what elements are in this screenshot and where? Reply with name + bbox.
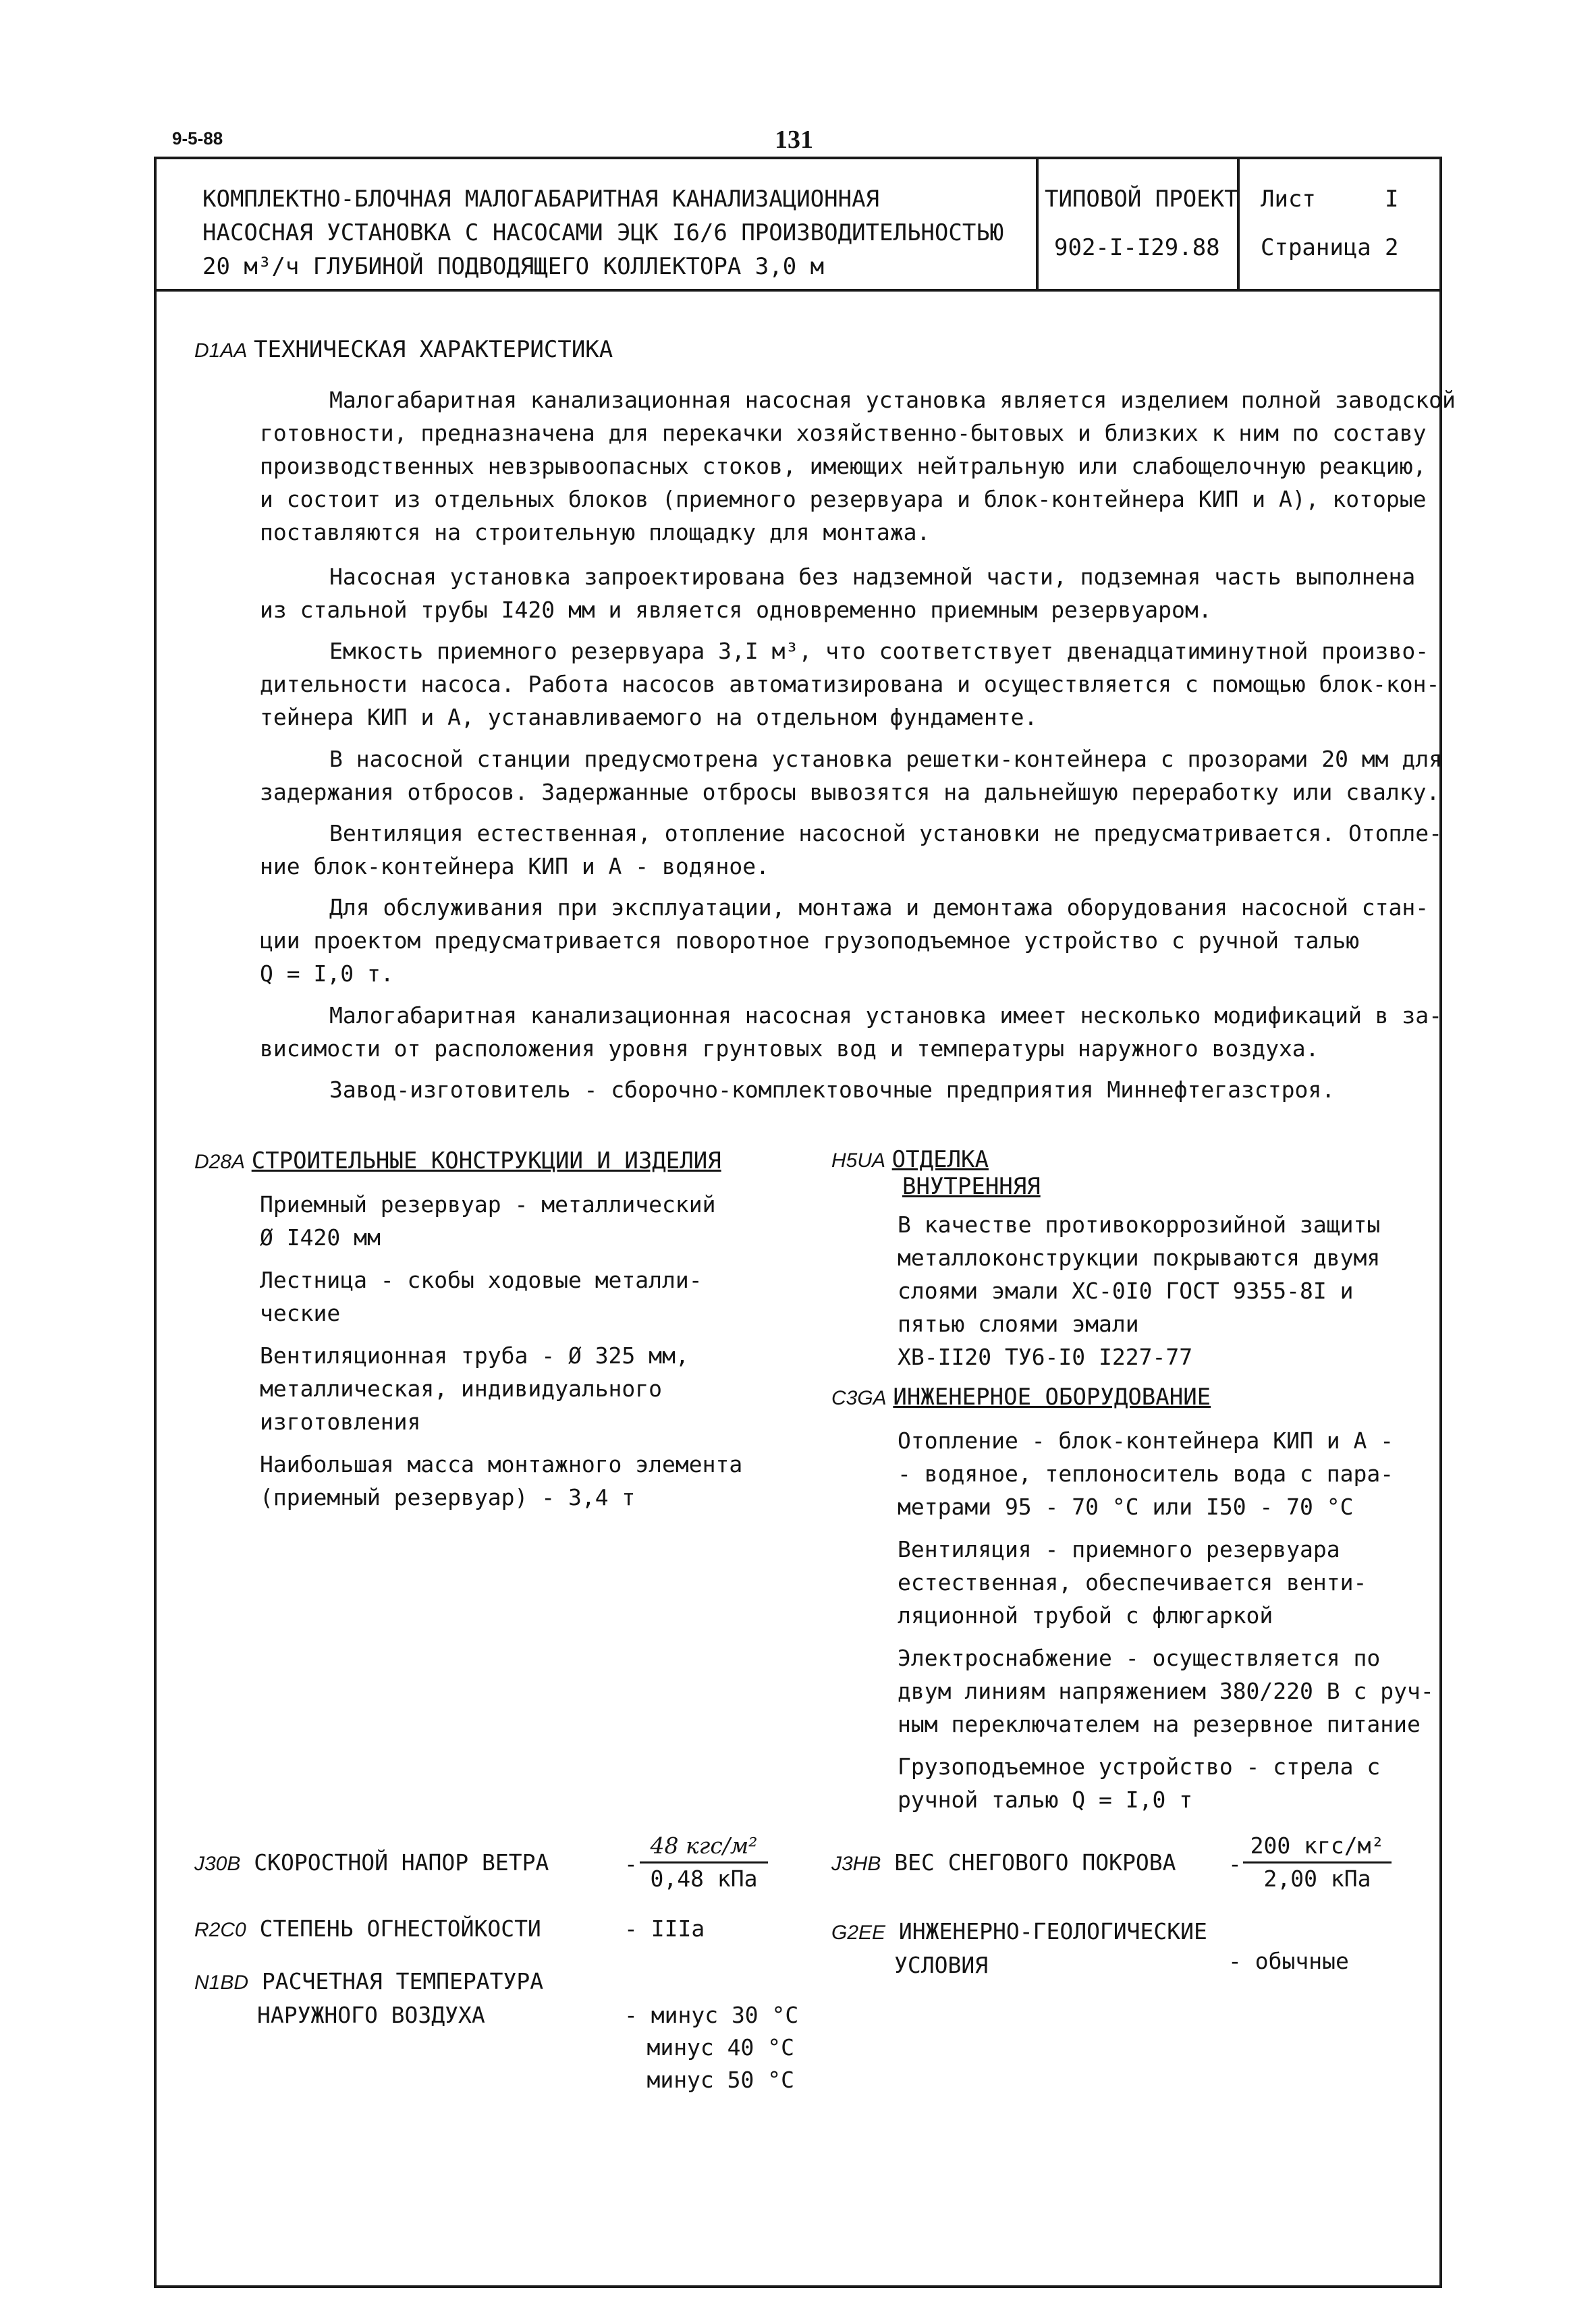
text-line: В насосной станции предусмотрена установка решетки-контейнера с прозорами 20 мм для [329, 746, 1443, 772]
text-line: Лестница - скобы ходовые металли- [260, 1267, 703, 1293]
param-fire-label [194, 1915, 541, 1942]
section-code: H5UA [831, 1149, 886, 1172]
text-line: висимости от расположения уровня грунтовых вод и температуры наружного воздуха. [260, 1035, 1319, 1062]
list-item [898, 1641, 1434, 1741]
temp-value: минус 50 °С [646, 2067, 794, 2093]
section-code: D28A [194, 1151, 246, 1173]
section-heading-finish [831, 1147, 989, 1176]
text-line: Ø I420 мм [260, 1224, 381, 1251]
text-line: металлическая, индивидуального [260, 1376, 663, 1402]
text-line: (приемный резервуар) - 3,4 т [260, 1484, 636, 1511]
param-temp-label [194, 1965, 543, 2032]
section-title: ТЕХНИЧЕСКАЯ ХАРАКТЕРИСТИКА [254, 336, 613, 363]
list-item [260, 1263, 742, 1330]
text-line: Насосная установка запроектирована без надземной части, подземная часть выполнена [329, 564, 1416, 590]
text-line: Малогабаритная канализационная насосная установка имеет несколько модификаций в за- [329, 1002, 1443, 1029]
param-code: J3HB [831, 1853, 881, 1875]
value-numerator: 48 кгс/м² [640, 1830, 768, 1863]
param-wind-label [194, 1849, 549, 1876]
section-code: D1AA [194, 339, 248, 362]
text-line: Завод-изготовитель - сборочно-комплектовочные предприятия Миннефтегазстроя. [329, 1077, 1336, 1103]
sheet-label: Лист [1261, 186, 1316, 213]
project-number: 902-I-I29.88 [1054, 234, 1220, 261]
equipment-list [898, 1424, 1434, 1826]
text-line: ляционной трубой с флюгаркой [898, 1602, 1273, 1629]
stamp-date: 9-5-88 [172, 128, 223, 148]
text-line: - водяное, теплоноситель вода с пара- [898, 1461, 1394, 1487]
text-line: готовности, предназначена для перекачки хозяйственно-бытовых и близких к ним по составу [260, 420, 1427, 446]
text-line: естественная, обеспечивается венти- [898, 1569, 1367, 1596]
section-title: ОТДЕЛКА [891, 1146, 989, 1173]
text-line: Наибольшая масса монтажного элемента [260, 1451, 743, 1477]
title-line: 20 м³/ч ГЛУБИНОЙ ПОДВОДЯЩЕГО КОЛЛЕКТОРА 3,0 м [202, 253, 825, 280]
text-line: дительности насоса. Работа насосов автоматизирована и осуществляется с помощью блок-кон- [260, 671, 1440, 697]
param-label: СТЕПЕНЬ ОГНЕСТОЙКОСТИ [259, 1915, 541, 1942]
text-line: Приемный резервуар - металлический [260, 1191, 716, 1218]
text-line: Вентиляционная труба - Ø 325 мм, [260, 1342, 689, 1369]
text-line: Электроснабжение - осуществляется по [898, 1645, 1381, 1671]
section-heading-main [194, 336, 613, 363]
text-line: металлоконструкции покрываются двумя [898, 1245, 1381, 1271]
param-label: НАРУЖНОГО ВОЗДУХА [257, 2002, 485, 2028]
section-title: ИНЖЕНЕРНОЕ ОБОРУДОВАНИЕ [893, 1384, 1211, 1411]
text-line: поставляются на строительную площадку для монтажа. [260, 519, 931, 545]
text-line: ческие [260, 1300, 341, 1326]
text-line: изготовления [260, 1409, 421, 1435]
param-label: СКОРОСТНОЙ НАПОР ВЕТРА [254, 1849, 549, 1876]
text-line: Для обслуживания при эксплуатации, монтажа и демонтажа оборудования насосной стан- [329, 894, 1429, 921]
param-snow-value [1243, 1830, 1392, 1895]
project-label: ТИПОВОЙ ПРОЕКТ [1045, 186, 1238, 213]
param-fire-value: - IIIа [624, 1915, 705, 1942]
structures-list [260, 1188, 742, 1523]
text-line: метрами 95 - 70 °С или I50 - 70 °С [898, 1494, 1354, 1520]
section-heading-structures [194, 1147, 721, 1174]
title-line: НАСОСНАЯ УСТАНОВКА С НАСОСАМИ ЭЦК I6/6 ПРОИЗВОДИТЕЛЬНОСТЬЮ [202, 219, 1004, 246]
text-line: и состоит из отдельных блоков (приемного резервуара и блок-контейнера КИП и А), которые [260, 486, 1427, 512]
param-label: ВЕС СНЕГОВОГО ПОКРОВА [894, 1849, 1176, 1876]
finish-text [898, 1208, 1380, 1373]
text-line: ции проектом предусматривается поворотное грузоподъемное устройство с ручной талью [260, 927, 1360, 954]
page-number: 131 [775, 126, 813, 154]
text-line: Вентиляция - приемного резервуара [898, 1536, 1340, 1562]
text-line: двум линиям напряжением 380/220 В с руч- [898, 1678, 1434, 1704]
param-code: G2EE [831, 1922, 886, 1944]
param-dash: - [624, 1851, 638, 1877]
section-code: C3GA [831, 1387, 887, 1409]
value-denominator: 0,48 кПа [650, 1866, 758, 1892]
param-geo-value: - обычные [1228, 1948, 1349, 1974]
paragraph [260, 742, 1443, 809]
text-line: В качестве противокоррозийной защиты [898, 1212, 1381, 1238]
paragraph [260, 634, 1440, 734]
paragraph [260, 817, 1443, 883]
title-line: КОМПЛЕКТНО-БЛОЧНАЯ МАЛОГАБАРИТНАЯ КАНАЛИЗАЦИОННАЯ [202, 186, 880, 213]
list-item [898, 1533, 1434, 1632]
header-divider-1 [1036, 157, 1039, 290]
text-line: производственных невзрывоопасных стоков, имеющих нейтральную или слабощелочную реакцию, [260, 453, 1427, 479]
text-line: из стальной трубы I420 мм и является одновременно приемным резервуаром. [260, 597, 1212, 623]
param-geo-label [831, 1915, 1207, 1982]
header-divider-2 [1237, 157, 1240, 290]
text-line: слоями эмали ХС-0I0 ГОСТ 9355-8I и [898, 1278, 1354, 1304]
text-line: Малогабаритная канализационная насосная установка является изделием полной заводской [329, 387, 1456, 413]
list-item [898, 1424, 1434, 1523]
paragraph [260, 560, 1421, 626]
list-item [260, 1339, 742, 1438]
value-numerator: 200 кгс/м² [1243, 1830, 1392, 1863]
header-bottom-rule [154, 289, 1442, 292]
page-label: Страница [1261, 234, 1371, 261]
param-dash: - [1228, 1851, 1242, 1877]
page-value: 2 [1385, 234, 1399, 261]
paragraph [260, 383, 1456, 549]
param-temp-values [624, 1999, 799, 2096]
param-label: УСЛОВИЯ [894, 1952, 989, 1978]
text-line: Отопление - блок-контейнера КИП и А - [898, 1427, 1394, 1454]
list-item [898, 1750, 1434, 1816]
param-label: РАСЧЕТНАЯ ТЕМПЕРАТУРА [261, 1968, 544, 1994]
temp-value: минус 40 °С [646, 2034, 794, 2061]
section-heading-equipment [831, 1384, 1211, 1411]
text-line: пятью слоями эмали [898, 1311, 1139, 1337]
param-label: ИНЖЕНЕРНО-ГЕОЛОГИЧЕСКИЕ [898, 1918, 1207, 1944]
param-wind-value [640, 1830, 768, 1895]
text-line: тейнера КИП и А, устанавливаемого на отдельном фундаменте. [260, 704, 1038, 730]
param-code: J30B [194, 1853, 241, 1875]
sheet-value: I [1385, 186, 1399, 213]
text-line: Q = I,0 т. [260, 960, 394, 987]
list-item [260, 1188, 742, 1254]
param-code: R2C0 [194, 1919, 246, 1941]
paragraph [260, 999, 1443, 1065]
text-line: задержания отбросов. Задержанные отбросы вывозятся на дальнейшую переработку или свалку. [260, 779, 1440, 805]
list-item [260, 1448, 742, 1514]
header-title [202, 182, 1003, 283]
text-line: ручной талью Q = I,0 т [898, 1787, 1193, 1813]
text-line: ным переключателем на резервное питание [898, 1711, 1421, 1737]
text-line: Грузоподъемное устройство - стрела с [898, 1753, 1381, 1780]
value-denominator: 2,00 кПа [1263, 1866, 1371, 1892]
paragraph [260, 1073, 1421, 1106]
text-line: ние блок-контейнера КИП и А - водяное. [260, 853, 769, 879]
temp-value: - минус 30 °С [624, 2002, 799, 2028]
paragraph [260, 891, 1429, 990]
text-line: Емкость приемного резервуара 3,I м³, что соответствует двенадцатиминутной произво- [329, 638, 1429, 664]
section-title: СТРОИТЕЛЬНЫЕ КОНСТРУКЦИИ И ИЗДЕЛИЯ [251, 1147, 721, 1174]
text-line: ХВ-II20 ТУ6-I0 I227-77 [898, 1344, 1193, 1370]
section-subtitle: ВНУТРЕННЯЯ [902, 1173, 1041, 1200]
param-snow-label [831, 1849, 1176, 1876]
text-line: Вентиляция естественная, отопление насосной установки не предусматривается. Отопле- [329, 820, 1443, 846]
param-code: N1BD [194, 1971, 249, 1994]
